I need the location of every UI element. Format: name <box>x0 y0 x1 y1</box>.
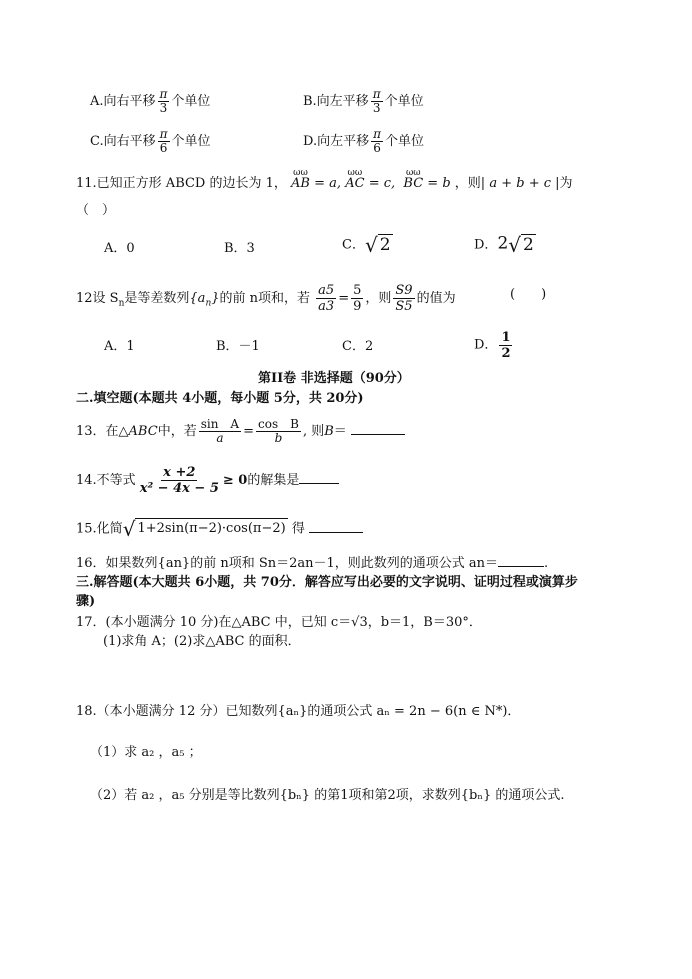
q15-stem: 15.化简 √ 1+2sin(π−2)·cos(π−2) 得 <box>76 518 363 540</box>
fraction-a5-a3: $\frac{a5}{a3}$ <box>318 283 335 314</box>
q14-stem: 14.不等式 $\frac{x +2}{\text{x² − 4x − 5}}$ ≥ 0的解集是 <box>76 465 339 496</box>
q11-option-c: C． √ 2 <box>342 233 391 257</box>
q14-answer-blank <box>299 471 339 484</box>
q11-option-a: A．0 <box>104 241 135 256</box>
q17-stem: 17．(本小题满分 10 分)在△ABC 中，已知 c＝√3，b＝1，B＝30°． <box>76 615 482 630</box>
q11-option-d: D．2 √ 2 <box>474 233 534 257</box>
vector-bc: ωω BC <box>403 175 423 193</box>
q12-answer-paren: ( ) <box>510 287 547 302</box>
fraction-s9-s5: $\frac{S9}{S5}$ <box>395 283 413 314</box>
q18-part-1: （1）求 a₂ ，a₅ ； <box>90 745 202 760</box>
fraction: $\frac{\pi}{3}$ <box>159 87 168 115</box>
vector-ab: ωω AB <box>291 175 310 193</box>
fraction-cosB-b: $\frac{\text{cos B}}{b}$ <box>258 417 299 445</box>
q13-answer-blank <box>351 422 405 435</box>
vector-ac: ωω AC <box>345 175 364 193</box>
vector-sum: a + b + c <box>489 176 551 191</box>
fraction-sinA-a: $\frac{\text{sin A}}{a}$ <box>200 417 240 445</box>
sqrt-expression: √ 1+2sin(π−2)·cos(π−2) <box>122 517 286 541</box>
q12-stem: 12设 $S_n$是等差数列$\{a_n\}$的前 n项和，若 $\frac{a5}{a3}$ = $\frac{5}{9}$ ，则 $\frac{S9}{S5}$ 的值为 <box>76 283 456 314</box>
fraction-5-9: $\frac{5}{9}$ <box>353 283 362 314</box>
q18-stem: 18.（本小题满分 12 分）已知数列{aₙ}的通项公式 aₙ = 2n − 6(n ∈ N*)． <box>76 704 521 719</box>
sqrt: √ 2 <box>364 233 391 257</box>
q11-stem: 11.已知正方形 ABCD 的边长为 1， ωω AB = a, ωω AC = c, ωω BC = b ，则| a + b + c |为 <box>76 175 573 193</box>
q12-option-d: D． $\frac{1}{2}$ <box>474 330 511 361</box>
q17-parts: (1)求角 A；(2)求△ABC 的面积． <box>103 634 301 649</box>
q11-option-b: B．3 <box>224 241 255 256</box>
q13-stem: 13．在△ABC中，若 $\frac{\text{sin A}}{a}$ = $\frac{\text{cos B}}{b}$ , 则B＝ <box>76 418 405 445</box>
q15-answer-blank <box>309 520 363 533</box>
section-3-heading-cont: 骤) <box>76 594 96 609</box>
fraction: $\frac{\pi}{6}$ <box>159 127 168 155</box>
q12-option-c: C．2 <box>342 339 374 354</box>
q16-stem: 16．如果数列{an}的前 n项和 Sn＝2an－1，则此数列的通项公式 an＝ . <box>76 556 549 571</box>
q12-option-b: B．－1 <box>216 339 260 354</box>
fraction-half: $\frac{1}{2}$ <box>501 330 511 361</box>
q16-answer-blank <box>498 554 544 567</box>
fraction: $\frac{\pi}{6}$ <box>373 127 381 155</box>
q10-option-a: A.向右平移 $\frac{\pi}{3}$ 个单位 <box>90 87 211 115</box>
q12-option-a: A．1 <box>104 339 135 354</box>
fraction: $\frac{\pi}{3}$ <box>372 87 381 115</box>
q11-answer-paren: （ ） <box>76 203 116 218</box>
q10-option-c: C.向右平移 $\frac{\pi}{6}$ 个单位 <box>90 127 211 155</box>
fraction-inequality: $\frac{x +2}{\text{x² − 4x − 5}}$ <box>139 465 219 496</box>
q18-part-2: （2）若 a₂ ，a₅ 分别是等比数列{bₙ} 的第1项和第2项，求数列{bₙ} 的通项公式. <box>90 788 565 803</box>
section-2-title: 第II卷 非选择题（90分） <box>258 371 410 386</box>
fill-in-heading: 二.填空题(本题共 4小题，每小题 5分，共 20分) <box>76 391 364 406</box>
q10-option-d: D.向左平移 $\frac{\pi}{6}$ 个单位 <box>303 127 424 155</box>
q10-option-b: B.向左平移 $\frac{\pi}{3}$ 个单位 <box>303 87 424 115</box>
section-3-heading: 三.解答题(本大题共 6小题，共 70分．解答应写出必要的文字说明、证明过程或演算步 <box>76 575 578 590</box>
sqrt: √ 2 <box>508 233 534 257</box>
